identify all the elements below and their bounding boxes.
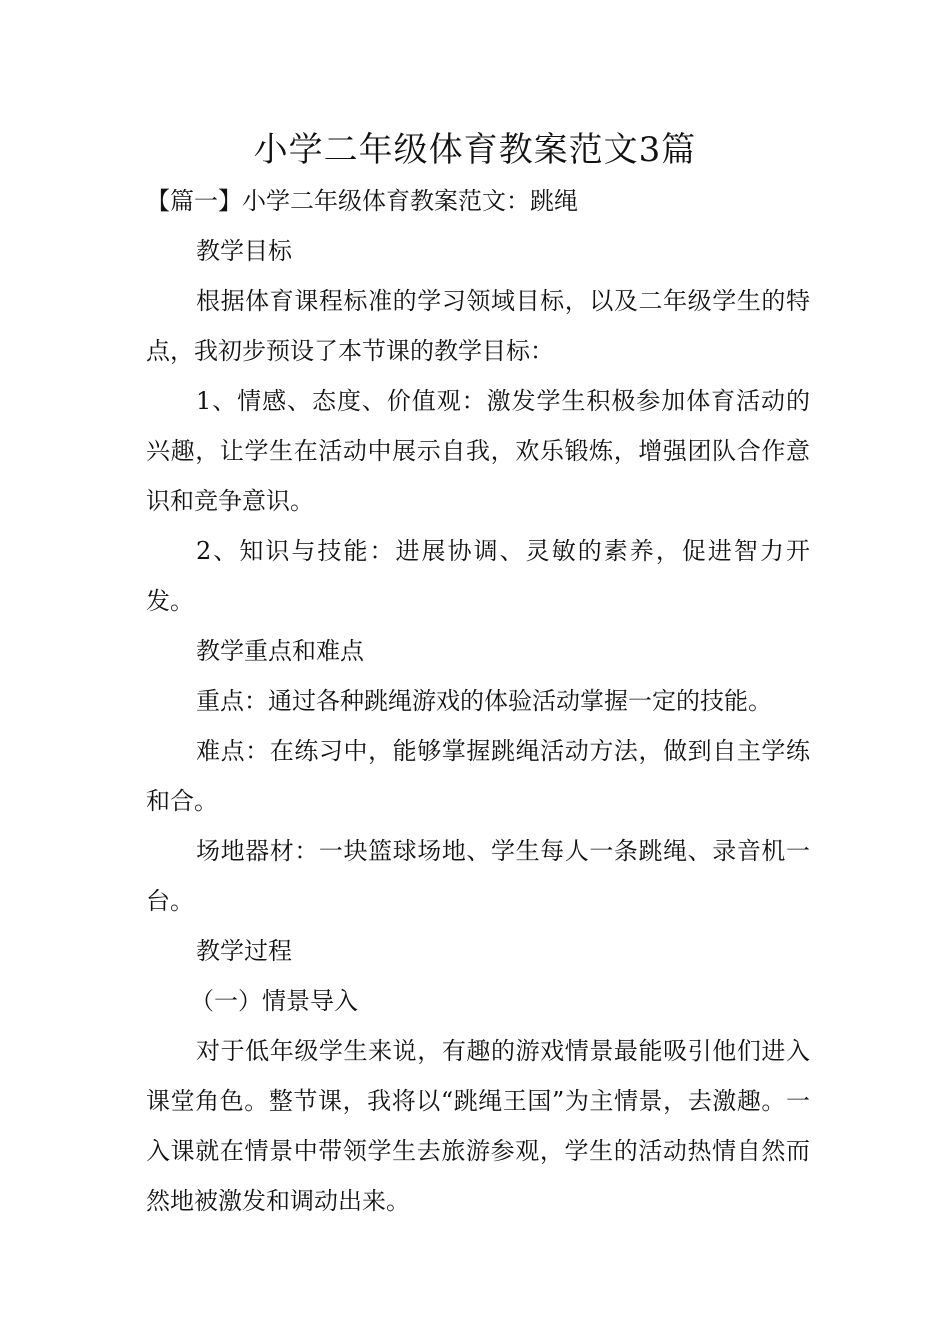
paragraph-difficulty: 难点：在练习中，能够掌握跳绳活动方法，做到自主学练和合。	[146, 737, 810, 815]
paragraph-scene-intro: 对于低年级学生来说，有趣的游戏情景最能吸引他们进入课堂角色。整节课，我将以“跳绳王国”为主情景，去激趣。一入课就在情景中带领学生去旅游参观，学生的活动热情自然而然地被激发和调动出来。	[146, 1037, 810, 1215]
document-title: 小学二年级体育教案范文3篇	[253, 130, 697, 170]
document-body	[146, 176, 810, 1226]
paragraph-equipment: 场地器材：一块篮球场地、学生每人一条跳绳、录音机一台。	[146, 837, 810, 915]
heading-teaching-process: 教学过程	[196, 937, 292, 965]
paragraph-goal-1: 1、情感、态度、价值观：激发学生积极参加体育活动的兴趣，让学生在活动中展示自我，欢乐锻炼，增强团队合作意识和竞争意识。	[146, 387, 810, 515]
section-heading: 【篇一】小学二年级体育教案范文：跳绳	[146, 187, 578, 215]
paragraph-key-point: 重点：通过各种跳绳游戏的体验活动掌握一定的技能。	[196, 687, 772, 715]
subheading-scene-intro: （一）情景导入	[190, 987, 358, 1015]
heading-teaching-goals: 教学目标	[196, 237, 292, 265]
paragraph-goals-intro: 根据体育课程标准的学习领域目标，以及二年级学生的特点，我初步预设了本节课的教学目标：	[146, 287, 810, 365]
paragraph-goal-2: 2、知识与技能：进展协调、灵敏的素养，促进智力开发。	[146, 537, 810, 615]
heading-key-points: 教学重点和难点	[196, 637, 364, 665]
